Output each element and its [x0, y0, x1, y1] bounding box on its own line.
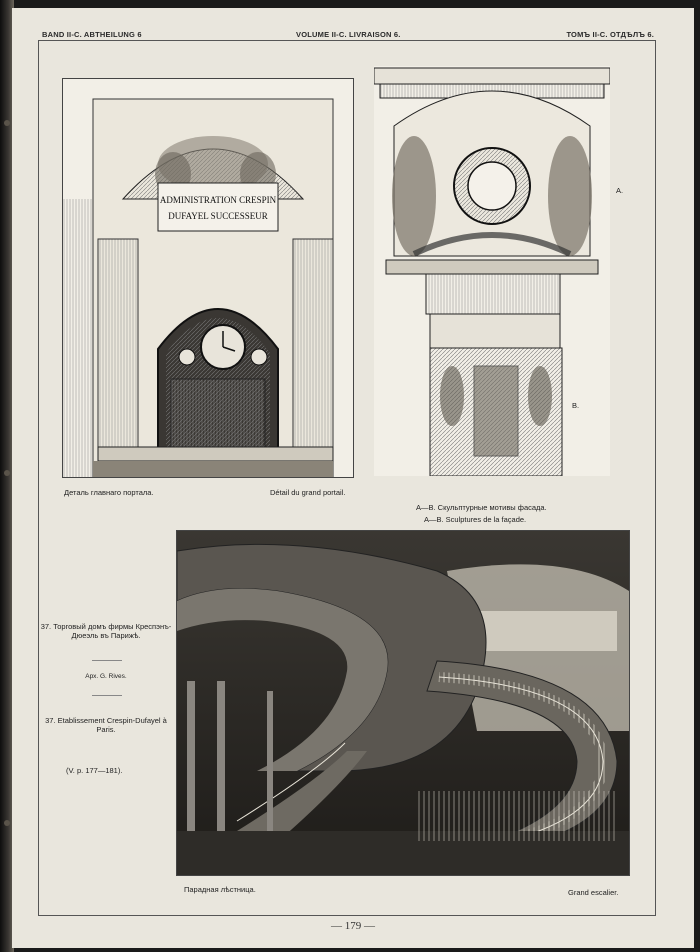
binding-hole — [4, 470, 10, 476]
side-title-fr: 37. Etablissement Crespin-Dufayel à Paris. — [45, 716, 167, 735]
portal-sign-line2: DUFAYEL SUCCESSEUR — [168, 211, 268, 221]
facade-caption-ru: A—B. Скульптурные мотивы фасада. — [416, 503, 547, 512]
page-number: — 179 — — [331, 920, 375, 932]
header-right: ТОМЪ II-C. ОТДѢЛЪ 6. — [566, 30, 654, 39]
facade-caption-fr: A—B. Sculptures de la façade. — [424, 515, 527, 524]
staircase-caption-ru: Парадная лѣстница. — [184, 885, 256, 894]
staircase-photo — [176, 530, 630, 876]
portal-caption-ru: Деталь главнаго портала. — [64, 488, 154, 497]
facade-illustration — [374, 66, 610, 476]
portal-illustration — [62, 78, 354, 478]
binding-hole — [4, 820, 10, 826]
portal-sign-line1: ADMINISTRATION CRESPIN — [159, 195, 277, 205]
facade-label-a: A. — [616, 186, 624, 195]
side-reference: (V. p. 177—181). — [66, 766, 123, 775]
staircase-caption-fr: Grand escalier. — [568, 888, 619, 897]
facade-label-b: B. — [572, 401, 580, 410]
side-architect: Арх. G. Rives. — [85, 673, 127, 680]
side-title-ru: 37. Торговый домъ фирмы Креспэнъ-Дюеэль въ Парижѣ. — [40, 622, 172, 641]
header-center: VOLUME II-C. LIVRAISON 6. — [296, 30, 401, 39]
divider — [92, 660, 122, 661]
binding-hole — [4, 120, 10, 126]
header-left: BAND II-C. ABTHEILUNG 6 — [42, 30, 142, 39]
portal-caption-fr: Détail du grand portail. — [270, 488, 346, 497]
divider — [92, 695, 122, 696]
book-page — [12, 8, 694, 948]
